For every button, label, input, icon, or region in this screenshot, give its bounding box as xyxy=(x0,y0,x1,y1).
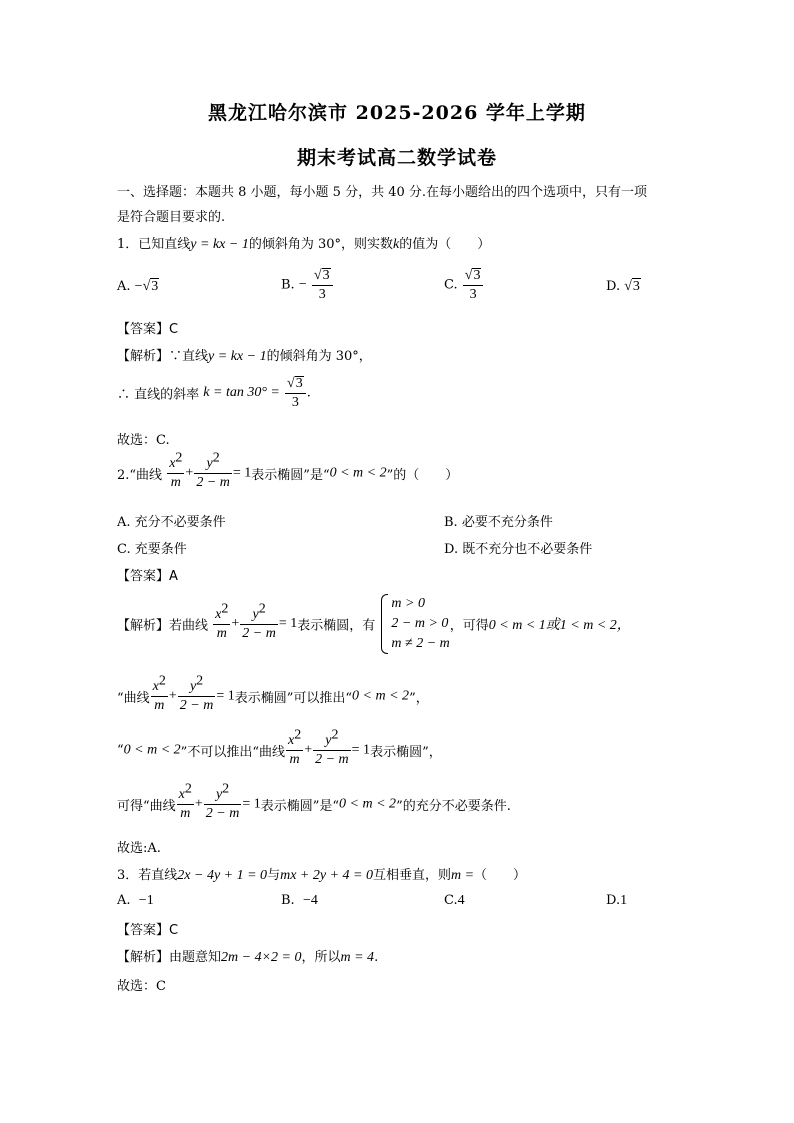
q1-analysis xyxy=(117,345,372,365)
page-title: 黑龙江哈尔滨市 2025-2026 学年上学期 xyxy=(208,102,586,124)
q1-stem-c: 的值为（ ） xyxy=(399,237,491,252)
option-value: 3 xyxy=(632,279,640,294)
q1-option-d xyxy=(606,278,641,295)
inequality-system: m > 0 2 − m > 0 m ≠ 2 − m xyxy=(379,594,449,654)
option-fraction xyxy=(463,268,484,302)
question-1-stem xyxy=(117,233,490,253)
denominator: 3 xyxy=(469,287,477,302)
analysis-text: 表示椭圆，有 xyxy=(297,618,376,634)
q3-answer: 【答案】C xyxy=(117,923,179,938)
q2-stem-a: 2.“曲线 xyxy=(117,468,163,483)
y2-over-2-minus-m: $\frac{y^2}{2 - m}$ xyxy=(196,450,230,490)
q2-analysis-line2: “曲线 $\frac{x^2}{m}$ + $\frac{y^2}{2 - m}$ = 1表示椭圆”可以推出“0 < m < 2”， xyxy=(117,673,429,713)
q2-option-d: D. 既不充分也不必要条件 xyxy=(444,542,593,557)
q1-stem-a: 1．已知直线 xyxy=(117,237,191,252)
option-minus: − xyxy=(134,279,143,294)
page-subtitle: 期末考试高二数学试卷 xyxy=(296,147,497,169)
q2-stem-b: 表示椭圆”是“ xyxy=(251,468,330,483)
q1-analysis-slope: ∴ 直线的斜率 k = tan 30° = $\frac{√3}{3}$ . xyxy=(117,376,311,410)
q3-option-d: D.1 xyxy=(606,893,628,908)
q2-option-a: A. 充分不必要条件 xyxy=(117,515,226,530)
sqrt-sign: √ xyxy=(464,268,473,283)
analysis-text: 直线 xyxy=(182,349,209,364)
sqrt-radicand: 3 xyxy=(473,268,481,283)
q2-answer: 【答案】A xyxy=(117,569,178,584)
q3-option-c: C.4 xyxy=(444,893,465,908)
section-intro-cont: 是符合题目要求的. xyxy=(117,210,226,225)
slope-fraction xyxy=(285,376,306,410)
sqrt-sign: √ xyxy=(287,376,295,391)
analysis-label: 【解析】 xyxy=(117,618,170,634)
q2-analysis: 【解析】若曲线 $\frac{x^2}{m}$ + $\frac{y^2}{2 - m}$ = 1表示椭圆，有 m > 0 2 − m > 0 m ≠ 2 − m ，可得0 < m < 1或1 < m < 2， xyxy=(117,594,631,654)
q1-stem-b: 的倾斜角为 30°，则实数 xyxy=(248,237,394,252)
q1-answer: 【答案】C xyxy=(117,322,179,337)
section-intro: 一、选择题：本题共 8 小题，每小题 5 分，共 40 分.在每小题给出的四个选项中，只有一项 xyxy=(117,185,648,200)
q2-option-b: B. 必要不充分条件 xyxy=(444,515,553,530)
option-label: C. xyxy=(444,277,458,293)
question-2-stem: 2.“曲线 $\frac{x^2}{m}$ + $\frac{y^2}{2 - m}$ = 1表示椭圆”是“0 < m < 2”的（ ） xyxy=(117,450,459,490)
q3-option-a: A. −1 xyxy=(117,893,154,908)
analysis-result: 0 < m < 1或1 < m < 2， xyxy=(488,618,631,633)
analysis-text: 若曲线 xyxy=(169,618,209,634)
q2-analysis-line4: 可得“曲线 $\frac{x^2}{m}$ + $\frac{y^2}{2 - m}$ = 1表示椭圆”是“0 < m < 2”的充分不必要条件. xyxy=(117,781,511,821)
q1-conclusion: 故选：C. xyxy=(117,433,170,448)
sqrt-radicand: 3 xyxy=(295,376,303,391)
equals-one: = 1 xyxy=(232,465,252,481)
q3-analysis: 【解析】由题意知2m − 4×2 = 0，所以m = 4. xyxy=(117,950,379,965)
because-icon: ∵ xyxy=(169,349,183,364)
q3-conclusion: 故选：C xyxy=(117,979,166,994)
q1-option-a xyxy=(117,278,159,295)
analysis-text: ，可得 xyxy=(449,618,489,634)
q1-equation: y = kx − 1 xyxy=(190,237,249,252)
q2-option-c: C. 充要条件 xyxy=(117,542,187,557)
option-minus: − xyxy=(298,277,307,292)
sqrt-sign: √ xyxy=(624,279,632,294)
q1-option-b xyxy=(281,268,334,302)
q3-eq2: mx + 2y + 4 = 0 xyxy=(280,868,373,883)
option-label: B. xyxy=(281,277,295,293)
option-label: A. xyxy=(117,279,131,294)
sqrt-radicand: 3 xyxy=(322,268,330,283)
sqrt-sign: √ xyxy=(142,279,151,294)
analysis-eq: y = kx − 1 xyxy=(208,349,267,364)
sqrt-sign: √ xyxy=(313,268,322,283)
q3-option-b: B. −4 xyxy=(281,893,318,908)
q1-option-c xyxy=(444,268,484,302)
q1-var: k xyxy=(393,237,400,252)
q3-eq1: 2x − 4y + 1 = 0 xyxy=(177,868,268,883)
option-value: 3 xyxy=(151,279,159,294)
slope-expr: k = tan 30° = xyxy=(203,385,280,400)
q2-stem-c: ”的（ ） xyxy=(386,468,459,483)
question-3-stem: 3．若直线2x − 4y + 1 = 0与mx + 2y + 4 = 0互相垂直，则m =（ ） xyxy=(117,868,527,883)
option-fraction xyxy=(312,268,333,302)
q2-analysis-line3: “0 < m < 2”不可以推出“曲线 $\frac{x^2}{m}$ + $\frac{y^2}{2 - m}$ = 1表示椭圆”， xyxy=(117,727,442,767)
analysis-text: ∴ 直线的斜率 xyxy=(117,387,200,403)
q2-conclusion: 故选:A. xyxy=(117,841,161,856)
q2-cond: 0 < m < 2 xyxy=(329,465,387,481)
analysis-label: 【解析】 xyxy=(117,349,170,364)
analysis-text: 的倾斜角为 30°， xyxy=(266,349,372,364)
option-label: D. xyxy=(606,279,621,294)
x2-over-m: $\frac{x^2}{m}$ xyxy=(169,450,183,490)
denominator: 3 xyxy=(291,395,299,410)
denominator: 3 xyxy=(318,287,326,302)
